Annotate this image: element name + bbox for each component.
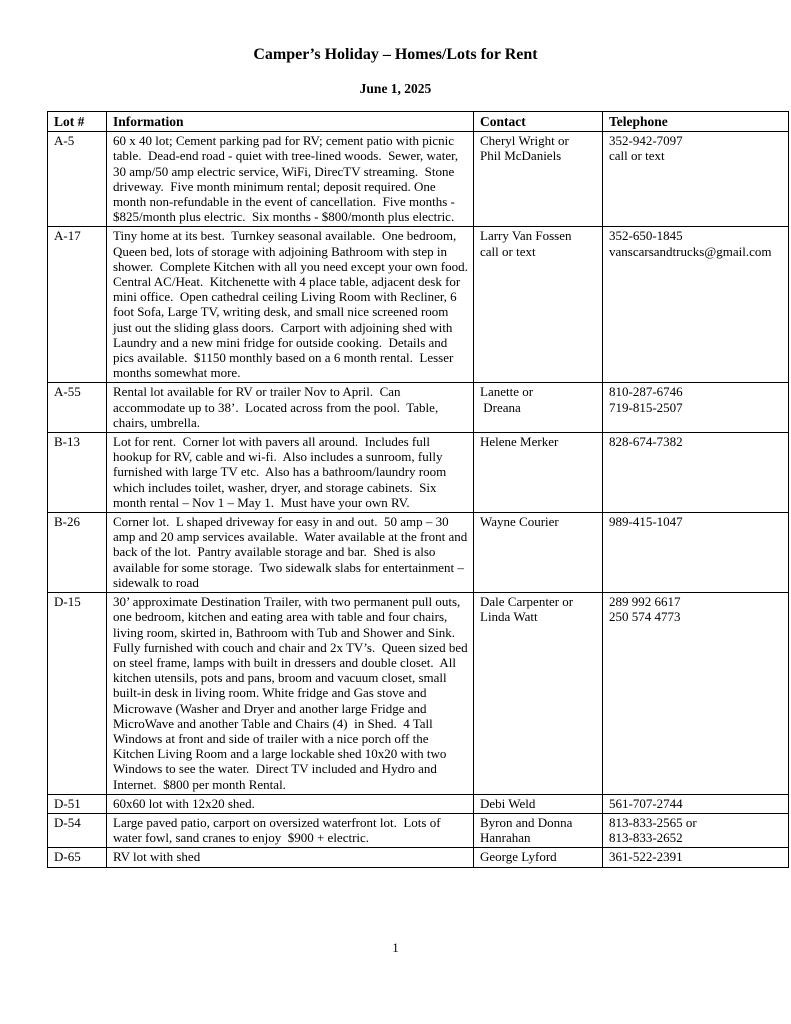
contact-cell	[474, 593, 603, 795]
lot-number-cell: D-15	[48, 593, 107, 795]
table-row	[48, 132, 789, 227]
lot-number-cell: A-5	[48, 132, 107, 227]
telephone-line: 561-707-2744	[609, 795, 683, 811]
contact-cell	[474, 433, 603, 513]
table-row	[48, 227, 789, 383]
information-cell: Lot for rent. Corner lot with pavers all around. Includes full hookup for RV, cable and wi-fi. Also includes a sunroom, fully furnished with large TV etc. Also has a bathroom/laundry room which includes toilet, washer, dryer, and storage cabinets. Six month rental – Nov 1 – May 1. Must have your own RV.	[107, 433, 474, 513]
telephone-cell	[603, 132, 789, 227]
document-date: June 1, 2025	[359, 81, 432, 96]
contact-cell	[474, 813, 603, 847]
contact-line: Lanette or	[480, 384, 534, 400]
telephone-line: 813-833-2565 or	[609, 814, 697, 830]
contact-cell	[474, 383, 603, 433]
telephone-line: 361-522-2391	[609, 849, 683, 865]
information-cell: 60 x 40 lot; Cement parking pad for RV; cement patio with picnic table. Dead-end road - quiet with tree-lined woods. Sewer, water, 30 amp/50 amp electric service, WiFi, DirecTV streaming. Stone driveway. Five month minimum rental; deposit required. One month non-refundable in the event of cancellation. Five months - $825/month plus electric. Six months - $800/month plus electric.	[107, 132, 474, 227]
information-cell: 30’ approximate Destination Trailer, with two permanent pull outs, one bedroom, kitchen and eating area with table and four chairs, living room, skirted in, Bathroom with Tub and Shower and Sink. Fully furnished with couch and chair and 2x TV’s. Queen sized bed on steel frame, lamps with built in dressers and double closet. All kitchen utensils, pots and pans, broom and vacuum closet, small built-in desk in living room. White fridge and Gas stove and Microwave (Washer and Dryer and another large Fridge and MicroWave and another Table and Chairs (4) in Shed. 4 Tall Windows at front and side of trailer with a nice porch off the Kitchen Living Room and a large lockable shed 10x20 with two Windows to see the water. Direct TV included and Hydro and Internet. $800 per month Rental.	[107, 593, 474, 795]
contact-cell	[474, 794, 603, 813]
contact-line: Helene Merker	[480, 434, 559, 450]
contact-line: call or text	[480, 243, 536, 259]
lot-number-cell: D-65	[48, 848, 107, 867]
information-cell: Tiny home at its best. Turnkey seasonal available. One bedroom, Queen bed, lots of storage with adjoining Bathroom with step in shower. Complete Kitchen with all you need except your own food. Central AC/Heat. Kitchenette with 4 place table, adjacent desk for mini office. Open cathedral ceiling Living Room with Recliner, 6 foot Sofa, Large TV, writing desk, and small nice screened room just out the sliding glass doors. Carport with adjoining shed with Laundry and a new mini fridge for outside cooking. Details and pics available. $1150 monthly based on a 6 month rental. Lesser months somewhat more.	[107, 227, 474, 383]
header-contact: Contact	[474, 112, 603, 132]
document-title: Camper’s Holiday – Homes/Lots for Rent	[253, 46, 538, 63]
rentals-table	[47, 111, 789, 868]
telephone-line: 810-287-6746	[609, 384, 683, 400]
contact-line: Wayne Courier	[480, 514, 559, 530]
table-row	[48, 383, 789, 433]
telephone-line: 828-674-7382	[609, 434, 683, 450]
contact-cell	[474, 132, 603, 227]
telephone-cell	[603, 383, 789, 433]
header-information: Information	[107, 112, 474, 132]
header-row	[48, 112, 789, 132]
table-row	[48, 848, 789, 867]
contact-cell	[474, 848, 603, 867]
contact-line: Cheryl Wright or	[480, 133, 569, 149]
information-cell: 60x60 lot with 12x20 shed.	[107, 794, 474, 813]
information-cell: Large paved patio, carport on oversized waterfront lot. Lots of water fowl, sand cranes to enjoy $900 + electric.	[107, 813, 474, 847]
lot-number-cell: B-13	[48, 433, 107, 513]
table-body	[48, 132, 789, 867]
information-cell: Corner lot. L shaped driveway for easy in and out. 50 amp – 30 amp and 20 amp services available. Water available at the front and back of the lot. Pantry available storage and bar. Shed is also available for some storage. Two sidewalk slabs for entertainment – sidewalk to road	[107, 513, 474, 593]
contact-line: Dale Carpenter or	[480, 594, 574, 610]
telephone-line: call or text	[609, 148, 665, 164]
information-cell: RV lot with shed	[107, 848, 474, 867]
contact-cell	[474, 513, 603, 593]
information-cell: Rental lot available for RV or trailer Nov to April. Can accommodate up to 38’. Located across from the pool. Table, chairs, umbrella.	[107, 383, 474, 433]
telephone-cell	[603, 813, 789, 847]
contact-line: Linda Watt	[480, 609, 538, 625]
page-number: 1	[392, 941, 399, 955]
contact-line: Larry Van Fossen	[480, 228, 572, 244]
telephone-line: 352-942-7097	[609, 133, 683, 149]
telephone-line: 719-815-2507	[609, 399, 683, 415]
contact-line: Debi Weld	[480, 795, 536, 811]
contact-line: Byron and Donna	[480, 814, 573, 830]
telephone-line: 250 574 4773	[609, 609, 681, 625]
telephone-cell	[603, 227, 789, 383]
lot-number-cell: A-17	[48, 227, 107, 383]
table-row	[48, 513, 789, 593]
lot-number-cell: A-55	[48, 383, 107, 433]
telephone-cell	[603, 433, 789, 513]
telephone-cell	[603, 593, 789, 795]
header-lot-number: Lot #	[48, 112, 107, 132]
contact-cell	[474, 227, 603, 383]
table-row	[48, 433, 789, 513]
contact-line: Phil McDaniels	[480, 148, 562, 164]
telephone-cell	[603, 848, 789, 867]
contact-line: Hanrahan	[480, 830, 531, 846]
table-row	[48, 794, 789, 813]
contact-line: Dreana	[480, 399, 521, 415]
telephone-line: vanscarsandtrucks@gmail.com	[609, 243, 772, 259]
table-row	[48, 813, 789, 847]
telephone-line: 813-833-2652	[609, 830, 683, 846]
telephone-line: 352-650-1845	[609, 228, 683, 244]
lot-number-cell: D-54	[48, 813, 107, 847]
table-head	[48, 112, 789, 132]
table-row	[48, 593, 789, 795]
header-telephone: Telephone	[603, 112, 789, 132]
telephone-line: 989-415-1047	[609, 514, 683, 530]
lot-number-cell: B-26	[48, 513, 107, 593]
telephone-cell	[603, 794, 789, 813]
lot-number-cell: D-51	[48, 794, 107, 813]
contact-line: George Lyford	[480, 849, 557, 865]
telephone-line: 289 992 6617	[609, 594, 681, 610]
telephone-cell	[603, 513, 789, 593]
